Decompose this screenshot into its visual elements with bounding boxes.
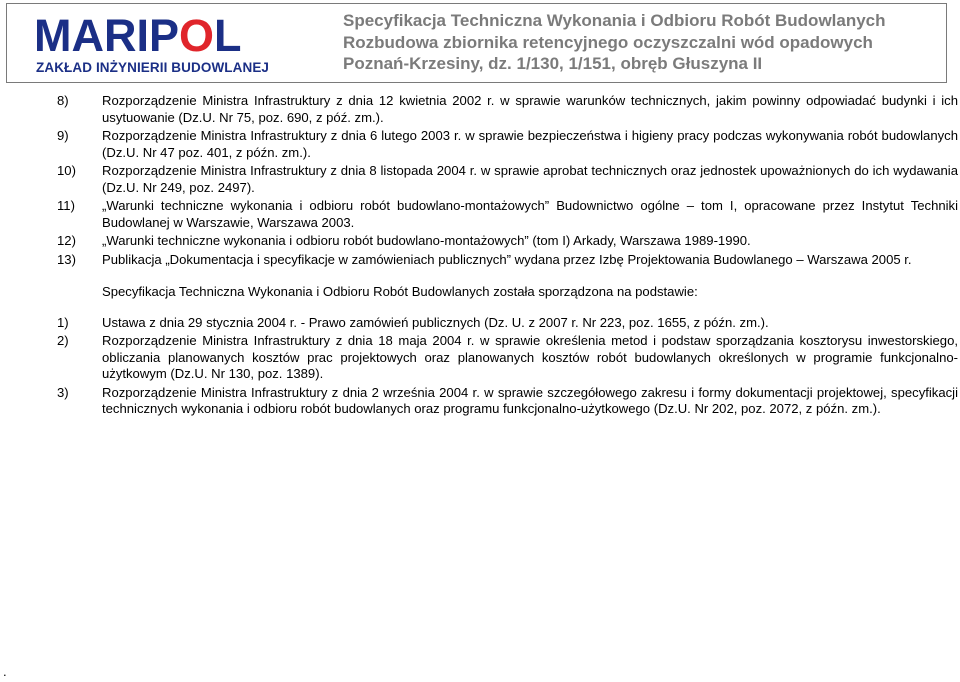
list-item xyxy=(57,315,958,332)
logo-text-part1: MARIP xyxy=(34,10,179,61)
list-item-text: Rozporządzenie Ministra Infrastruktury z dnia 8 listopada 2004 r. w sprawie aprobat technicznych oraz jednostek upoważnionych do ich wydawania (Dz.U. Nr 249, poz. 2497). xyxy=(102,163,958,195)
list-item-text: Rozporządzenie Ministra Infrastruktury z dnia 6 lutego 2003 r. w sprawie bezpieczeństwa i higieny pracy podczas wykonywania robót budowlanych (Dz.U. Nr 47 poz. 401, z późn. zm.). xyxy=(102,128,958,160)
list-item xyxy=(57,233,958,250)
document-header xyxy=(6,3,947,83)
list-item-number: 2) xyxy=(57,333,69,348)
list-item-number: 9) xyxy=(57,128,69,143)
list-item-number: 11) xyxy=(57,198,75,213)
logo-subtitle: ZAKŁAD INŻYNIERII BUDOWLANEJ xyxy=(36,60,270,75)
header-title-line-1: Specyfikacja Techniczna Wykonania i Odbioru Robót Budowlanych xyxy=(343,11,886,30)
list-item xyxy=(57,163,958,196)
list-item-text: Publikacja „Dokumentacja i specyfikacje w zamówieniach publicznych” wydana przez Izbę Projektowania Budowlanego – Warszawa 2005 r. xyxy=(102,251,912,267)
intro-paragraph: Specyfikacja Techniczna Wykonania i Odbioru Robót Budowlanych została sporządzona na podstawie: xyxy=(102,284,698,299)
basis-list xyxy=(57,315,958,418)
document-body xyxy=(57,93,958,420)
list-item-number: 12) xyxy=(57,233,76,248)
list-item-number: 10) xyxy=(57,163,76,178)
regulations-list xyxy=(57,93,958,268)
list-item-number: 13) xyxy=(57,251,76,267)
logo-text-part2: L xyxy=(214,10,242,61)
list-item xyxy=(57,93,958,126)
list-item xyxy=(57,252,958,269)
list-item-text: „Warunki techniczne wykonania i odbioru robót budowlano-montażowych” Budownictwo ogólne – tom I, opracowane przez Instytut Techniki Budowlanej w Warszawie, Warszawa 2003. xyxy=(102,198,958,230)
list-item-number: 1) xyxy=(57,314,69,330)
list-item-number: 8) xyxy=(57,93,69,108)
list-item xyxy=(57,198,958,231)
list-item-text: Rozporządzenie Ministra Infrastruktury z dnia 12 kwietnia 2002 r. w sprawie warunków technicznych, jakim powinny odpowiadać budynki i ich usytuowanie (Dz.U. Nr 75, poz. 690, z póź. zm.). xyxy=(102,93,958,125)
list-item xyxy=(57,128,958,161)
company-logo xyxy=(34,10,242,62)
header-title-block xyxy=(343,10,886,75)
spacer xyxy=(57,301,958,315)
list-item-text: Rozporządzenie Ministra Infrastruktury z dnia 2 września 2004 r. w sprawie szczegółowego zakresu i formy dokumentacji projektowej, specyfikacji technicznych wykonania i odbioru robót budowlanych oraz programu funkcjonalno-użytkowego (Dz.U. Nr 202, poz. 2072, z późn. zm.). xyxy=(102,384,958,416)
list-item-text: Ustawa z dnia 29 stycznia 2004 r. - Prawo zamówień publicznych (Dz. U. z 2007 r. Nr 223, poz. 1655, z późn. zm.). xyxy=(102,314,769,330)
list-item-number: 3) xyxy=(57,384,69,400)
spacer xyxy=(57,270,958,284)
list-item-text: Rozporządzenie Ministra Infrastruktury z dnia 18 maja 2004 r. w sprawie określenia metod i podstaw sporządzania kosztorysu inwestorskiego, obliczania planowanych kosztów prac projektowych oraz planowanych kosztów robót budowlanych określonych w programie funkcjonalno-użytkowym (Dz.U. Nr 130, poz. 1389). xyxy=(102,333,958,381)
logo-text-o: O xyxy=(179,10,215,61)
list-item xyxy=(57,333,958,383)
header-title-line-2: Rozbudowa zbiornika retencyjnego oczyszczalni wód opadowych xyxy=(343,32,873,52)
header-title-line-3: Poznań-Krzesiny, dz. 1/130, 1/151, obręb Głuszyna II xyxy=(343,54,763,73)
list-item xyxy=(57,385,958,418)
footer-mark: . xyxy=(3,664,7,679)
list-item-text: „Warunki techniczne wykonania i odbioru robót budowlano-montażowych” (tom I) Arkady, Warszawa 1989-1990. xyxy=(102,233,751,248)
